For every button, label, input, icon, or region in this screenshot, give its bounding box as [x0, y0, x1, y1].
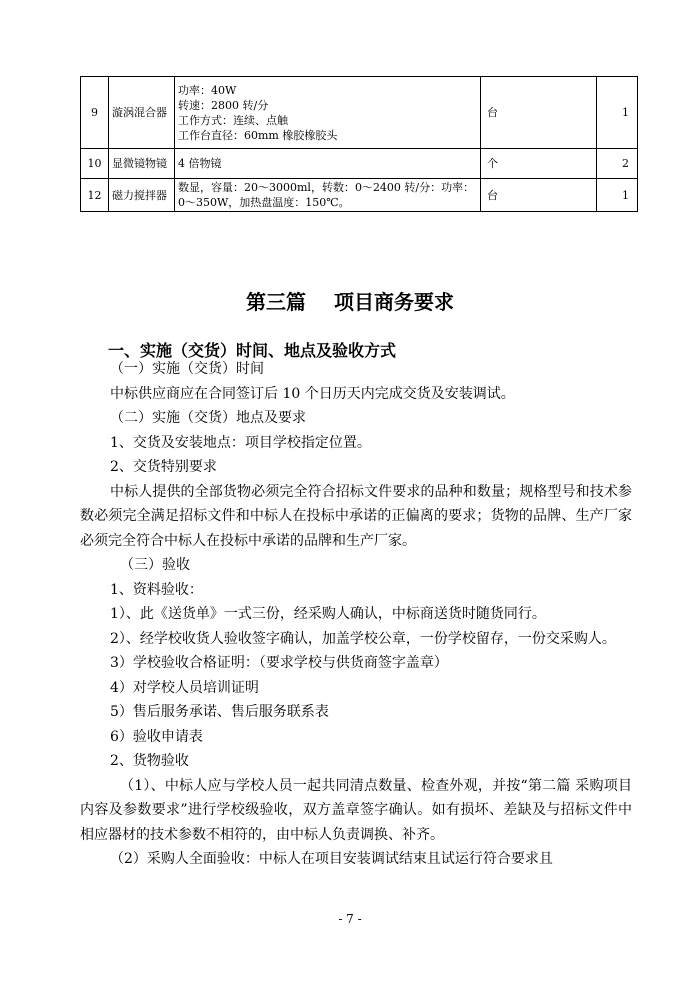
item-quantity: 2: [597, 149, 638, 179]
section-title: [0, 286, 700, 315]
spec-line: 转速：2800 转/分: [178, 98, 269, 112]
item-name: 漩涡混合器: [109, 77, 175, 149]
table-row: [81, 77, 638, 149]
row-number: 12: [81, 179, 109, 212]
table-row: [81, 179, 638, 212]
paragraph: （2）采购人全面验收：中标人在项目安装调试结束且试运行符合要求且: [110, 851, 553, 867]
item-name: 显微镜物镜: [109, 149, 175, 179]
paragraph: （1）、中标人应与学校人员一起共同清点数量、检查外观，并按“第二篇 采购项目内容及参数要求”进行学校级验收，双方盖章签字确认。如有损坏、差缺及与招标文件中相应器材的技术参数不相符的，由中标人负责调换、补齐。: [80, 777, 632, 843]
body-text: [80, 357, 632, 872]
item-quantity: 1: [597, 179, 638, 212]
spec-line: 工作台直径：60mm 橡胶橡胶头: [178, 128, 338, 142]
page-number: - 7 -: [338, 912, 362, 926]
section-part: 第三篇: [246, 290, 306, 314]
spec-line: 数显，容量：20～3000ml，转数：0～2400 转/分：功率：0～350W，加热盘温度：150℃。: [178, 181, 475, 209]
paragraph: 6）验收申请表: [110, 728, 203, 745]
paragraph: 5）售后服务承诺、售后服务联系表: [110, 704, 329, 720]
paragraph: （二）实施（交货）地点及要求: [110, 410, 306, 426]
paragraph: 2、货物验收: [110, 753, 189, 769]
table-row: [81, 149, 638, 179]
paragraph: （一）实施（交货）时间: [110, 361, 264, 377]
item-quantity: 1: [597, 77, 638, 149]
paragraph: 1）、此《送货单》一式三份，经采购人确认，中标商送货时随货同行。: [110, 606, 546, 622]
paragraph: 中标人提供的全部货物必须完全符合招标文件要求的品种和数量；规格型号和技术参数必须完全满足招标文件和中标人在投标中承诺的正偏离的要求；货物的品牌、生产厂家必须完全符合中标人在投标中承诺的品牌和生产厂家。: [80, 483, 632, 549]
item-name: 磁力搅拌器: [109, 179, 175, 212]
paragraph: 2）、经学校收货人验收签字确认，加盖学校公章，一份学校留存，一份交采购人。: [110, 630, 616, 647]
paragraph: 1、交货及安装地点：项目学校指定位置。: [110, 434, 371, 451]
item-spec: [175, 149, 481, 179]
row-number: 9: [81, 77, 109, 149]
item-unit: 台: [481, 179, 597, 212]
spec-line: 功率：40W: [178, 83, 237, 97]
paragraph: 1、资料验收：: [110, 581, 203, 598]
spec-line: 4 倍物镜: [178, 157, 222, 170]
item-spec: [175, 77, 481, 149]
item-unit: 台: [481, 77, 597, 149]
item-spec: [175, 179, 481, 212]
item-unit: 个: [481, 149, 597, 179]
spec-line: 工作方式：连续、点触: [178, 113, 288, 127]
paragraph: 2、交货特别要求: [110, 459, 217, 475]
heading-delivery: 一、实施（交货）时间、地点及验收方式: [108, 341, 397, 360]
paragraph: 中标供应商应在合同签订后 10 个日历天内完成交货及安装调试。: [110, 385, 515, 402]
equipment-spec-table: [80, 76, 638, 212]
paragraph: 3）学校验收合格证明：（要求学校与供货商签字盖章）: [110, 655, 448, 671]
row-number: 10: [81, 149, 109, 179]
section-name: 项目商务要求: [334, 290, 454, 314]
paragraph: 4）对学校人员培训证明: [110, 679, 259, 696]
paragraph: （三）验收: [120, 557, 190, 573]
